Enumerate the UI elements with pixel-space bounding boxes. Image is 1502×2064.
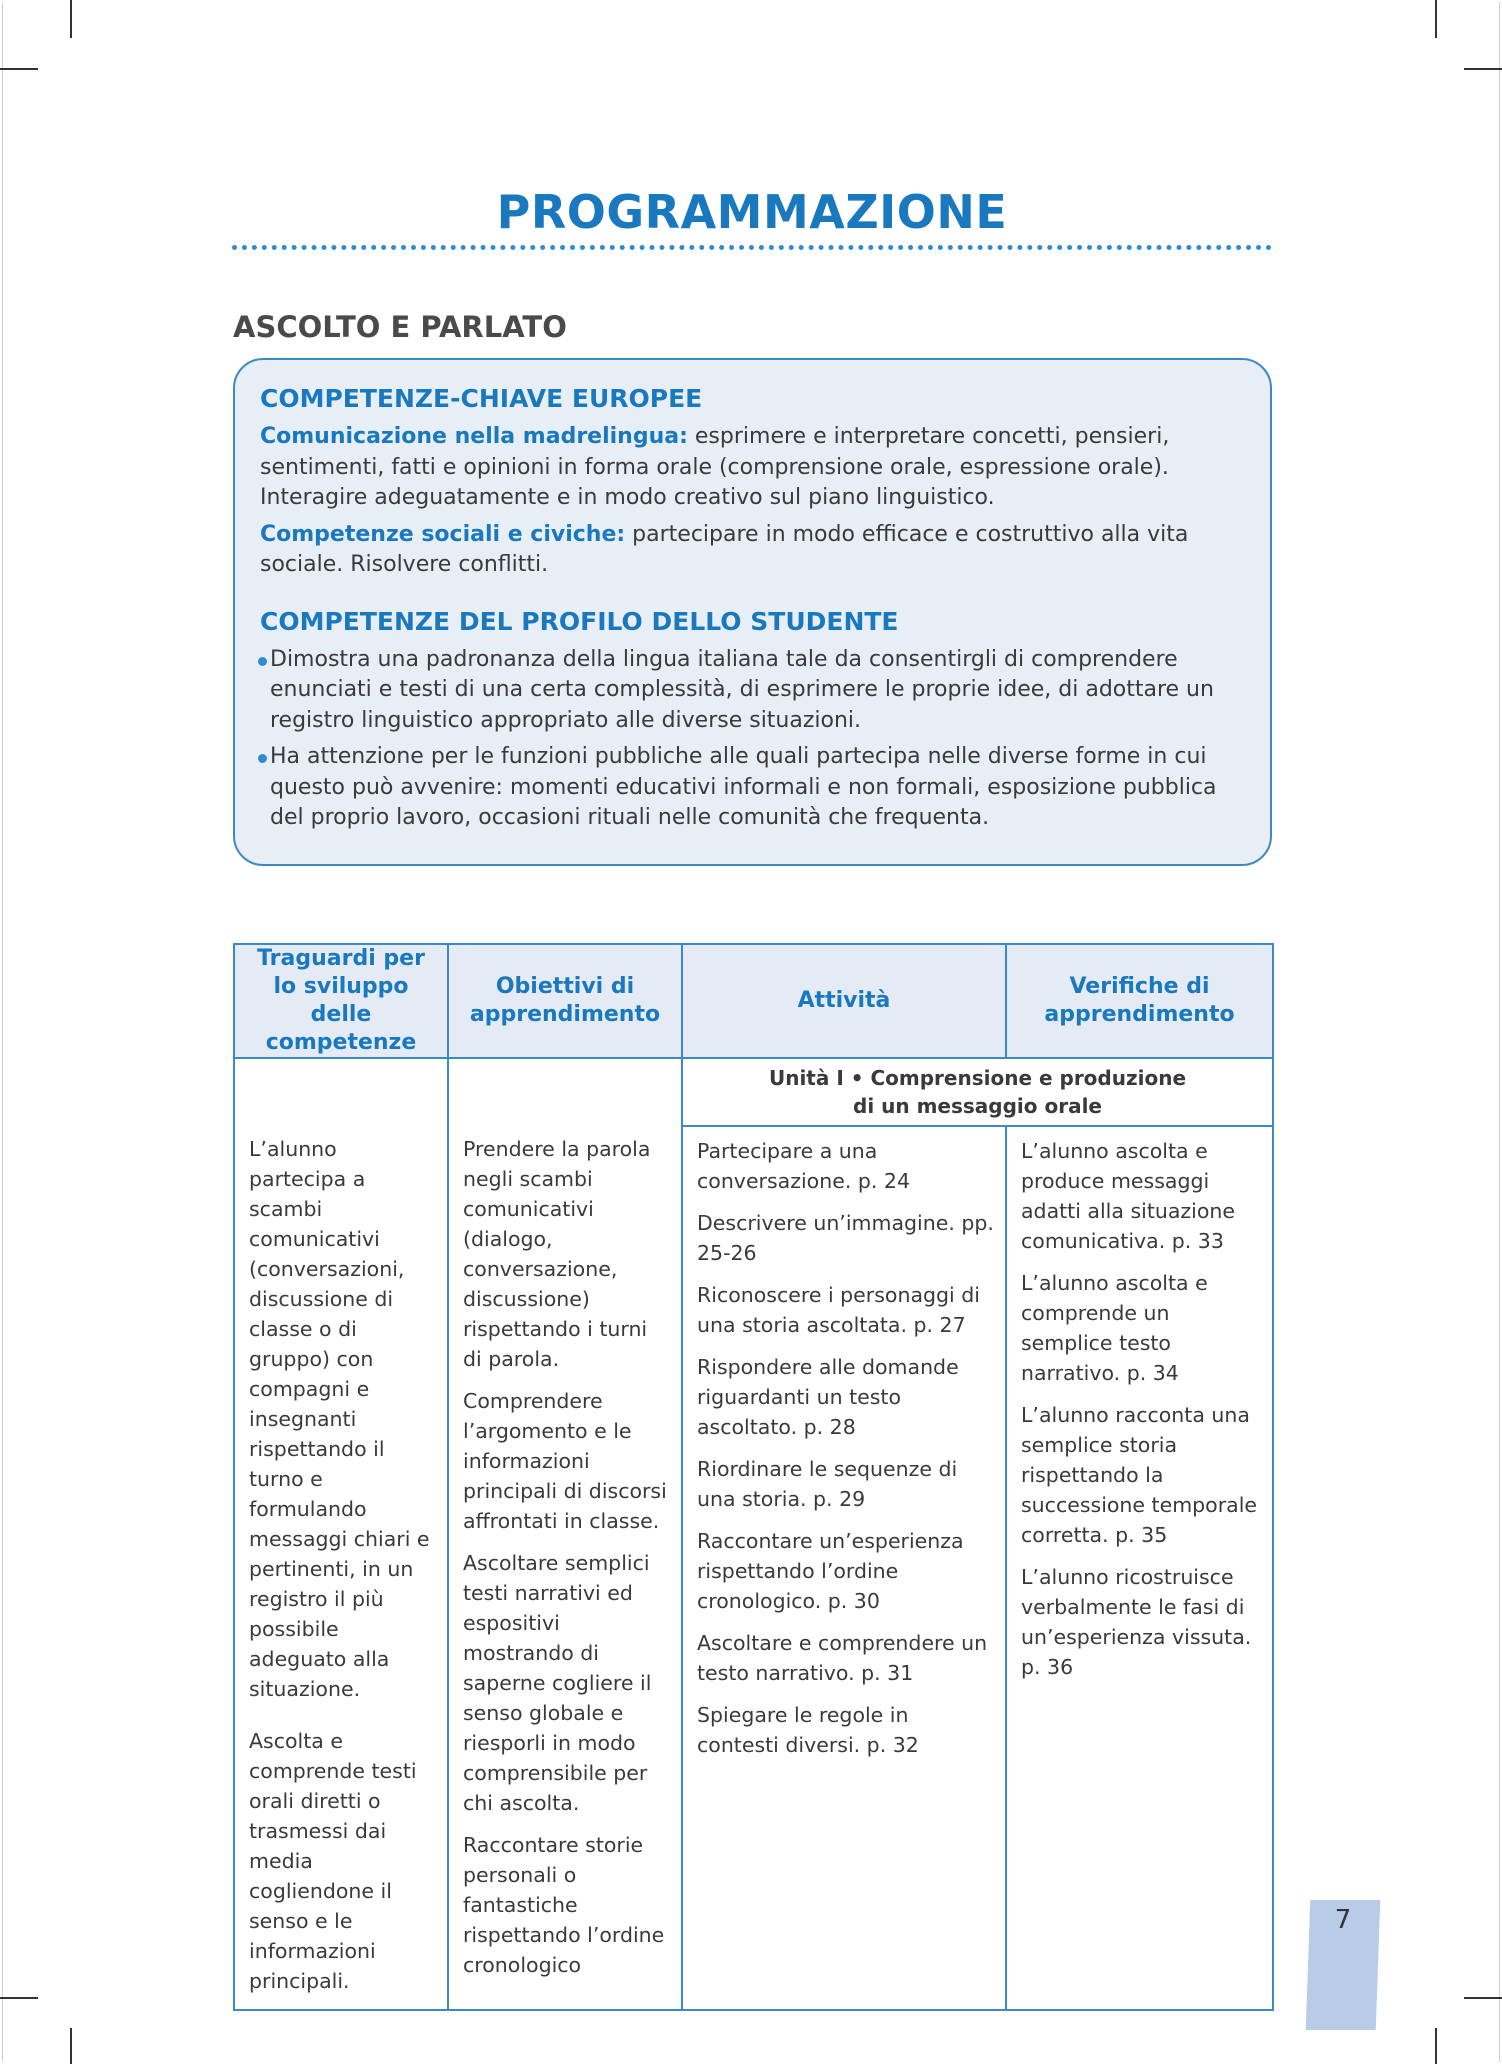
unit-title: Unità I • Comprensione e produzione di un messaggio orale bbox=[682, 1058, 1273, 1126]
title-divider bbox=[232, 245, 1272, 250]
crop-mark bbox=[0, 1997, 38, 1999]
bullet-item: Dimostra una padronanza della lingua italiana tale da consentirgli di comprendere enunciati e testi di una certa complessità, di esprimere le proprie idee, di adottare un registro linguistico appropriato alle diverse situazioni. bbox=[260, 645, 1244, 737]
list-item: Ascolta e comprende testi orali diretti o trasmessi dai media cogliendone il senso e le informazioni principali. bbox=[249, 1729, 417, 1993]
list-item: Comprendere l’argomento e le informazioni principali di discorsi affrontati in classe. bbox=[463, 1389, 667, 1533]
section-title: ASCOLTO E PARLATO bbox=[233, 310, 567, 344]
crop-mark bbox=[0, 68, 38, 70]
list-item: Riconoscere i personaggi di una storia ascoltata. p. 27 bbox=[697, 1283, 980, 1337]
crop-mark bbox=[1435, 2028, 1437, 2064]
list-item: L’alunno ricostruisce verbalmente le fasi di un’esperienza vissuta. p. 36 bbox=[1021, 1565, 1252, 1679]
competence-item bbox=[260, 422, 1244, 514]
bullet-dot-icon bbox=[258, 754, 267, 763]
crop-mark bbox=[70, 2028, 72, 2064]
crop-mark bbox=[70, 0, 72, 38]
list-item: L’alunno racconta una semplice storia rispettando la successione temporale corretta. p. 35 bbox=[1021, 1403, 1258, 1547]
page-number: 7 bbox=[1334, 1905, 1352, 1935]
list-item: L’alunno ascolta e comprende un semplice testo narrativo. p. 34 bbox=[1021, 1271, 1208, 1385]
competence-item bbox=[260, 520, 1244, 581]
list-item: Partecipare a una conversazione. p. 24 bbox=[697, 1139, 910, 1193]
traguardi-cell bbox=[234, 1058, 448, 2010]
table-header-row bbox=[234, 944, 1273, 1058]
bullet-dot-icon bbox=[258, 657, 267, 666]
column-header-attivita: Attività bbox=[682, 944, 1006, 1058]
programming-table bbox=[233, 943, 1274, 2011]
competence-text: partecipare in modo efficace e costruttivo alla vita sociale. Risolvere conflitti. bbox=[260, 521, 1189, 577]
page-title: PROGRAMMAZIONE bbox=[496, 185, 1008, 239]
list-item: Rispondere alle domande riguardanti un testo ascoltato. p. 28 bbox=[697, 1355, 959, 1439]
obiettivi-cell bbox=[448, 1058, 682, 2010]
list-item: Raccontare storie personali o fantastiche rispettando l’ordine cronologico bbox=[463, 1833, 665, 1977]
competences-box bbox=[233, 358, 1272, 866]
competences-heading-european: COMPETENZE-CHIAVE EUROPEE bbox=[260, 384, 703, 413]
column-header-verifiche: Verifiche di apprendimento bbox=[1006, 944, 1273, 1058]
list-item: Ascoltare semplici testi narrativi ed espositivi mostrando di saperne cogliere il senso globale e riesporli in modo comprensibile per chi ascolta. bbox=[463, 1551, 652, 1815]
list-item: Prendere la parola negli scambi comunicativi (dialogo, conversazione, discussione) rispettando i turni di parola. bbox=[463, 1137, 651, 1371]
list-item: Spiegare le regole in contesti diversi. p. 32 bbox=[697, 1703, 919, 1757]
list-item: L’alunno ascolta e produce messaggi adatti alla situazione comunicativa. p. 33 bbox=[1021, 1139, 1236, 1253]
list-item: L’alunno partecipa a scambi comunicativi (conversazioni, discussione di classe o di gruppo) con compagni e insegnanti rispettando il turno e formulando messaggi chiari e pertinenti, in un registro il più possibile adeguato alla situazione. bbox=[249, 1137, 430, 1701]
bullet-item: Ha attenzione per le funzioni pubbliche alle quali partecipa nelle diverse forme in cui questo può avvenire: momenti educativi informali e non formali, esposizione pubblica del proprio lavoro, occasioni rituali nelle comunità che frequenta. bbox=[260, 742, 1244, 834]
list-item: Raccontare un’esperienza rispettando l’ordine cronologico. p. 30 bbox=[697, 1529, 964, 1613]
table-row bbox=[234, 1058, 1273, 1126]
crop-mark bbox=[1464, 68, 1502, 70]
competence-label: Comunicazione nella madrelingua: bbox=[260, 424, 688, 449]
column-header-traguardi: Traguardi per lo sviluppo delle competenze bbox=[234, 944, 448, 1058]
list-item: Riordinare le sequenze di una storia. p. 29 bbox=[697, 1457, 958, 1511]
competence-label: Competenze sociali e civiche: bbox=[260, 521, 626, 547]
list-item: Descrivere un’immagine. pp. 25-26 bbox=[697, 1211, 994, 1265]
competence-text: esprimere e interpretare concetti, pensieri, sentimenti, fatti e opinioni in forma orale (comprensione orale, espressione orale). Interagire adeguatamente e in modo creativo sul piano linguistico. bbox=[260, 424, 1170, 510]
column-header-obiettivi: Obiettivi di apprendimento bbox=[448, 944, 682, 1058]
crop-mark bbox=[1435, 0, 1437, 38]
competences-heading-student-profile: COMPETENZE DEL PROFILO DELLO STUDENTE bbox=[260, 606, 899, 636]
verifiche-cell bbox=[1006, 1126, 1273, 2010]
list-item: Ascoltare e comprendere un testo narrativo. p. 31 bbox=[697, 1631, 988, 1685]
attivita-cell bbox=[682, 1126, 1006, 2010]
crop-mark bbox=[1464, 1997, 1502, 1999]
